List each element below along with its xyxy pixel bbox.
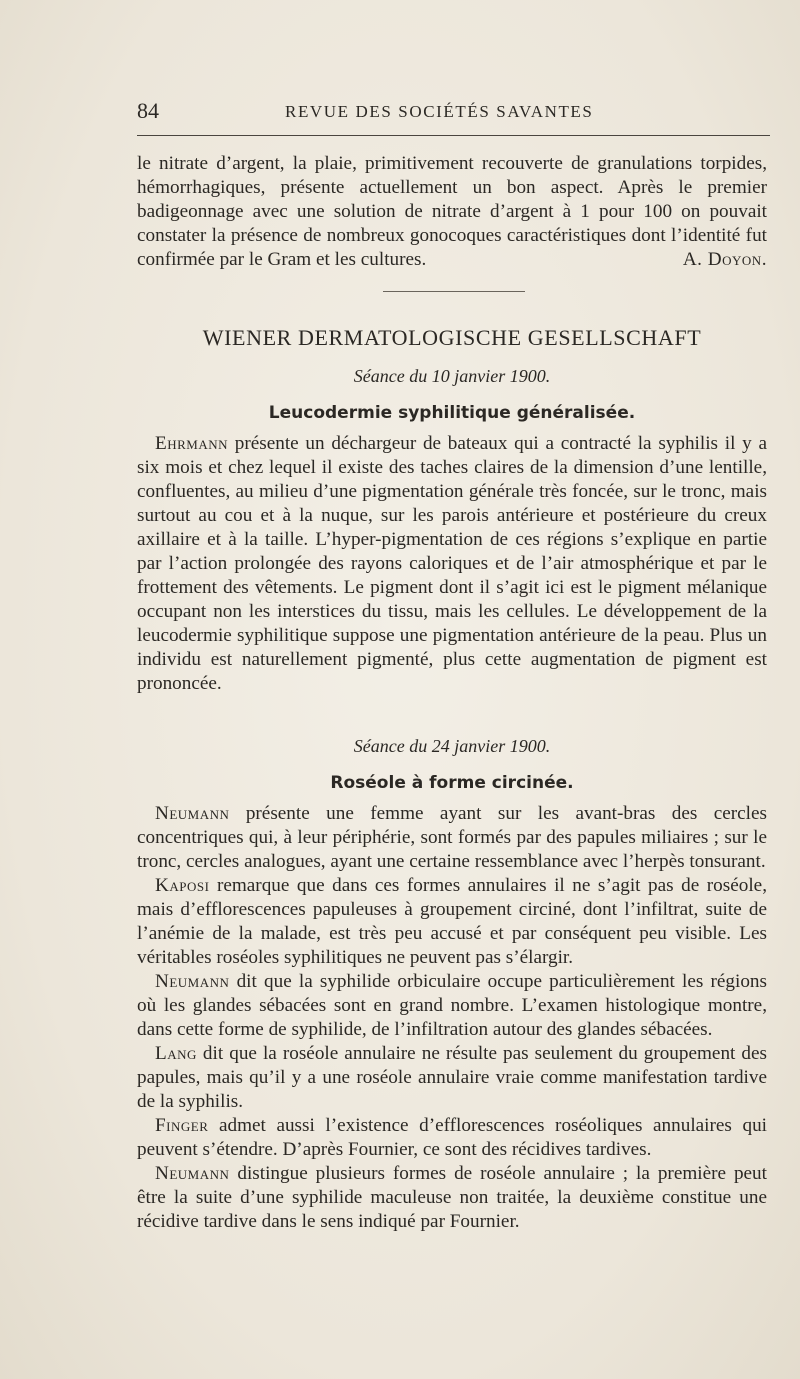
paragraph-text: présente une femme ayant sur les avant-bras des cercles concentriques qui, à leur périphérie, sont formés par des papules miliaires ; sur le tronc, cercles analogues, ayant une certaine ressemblance avec l’herpès tonsurant. xyxy=(137,803,767,872)
paragraph xyxy=(137,1114,767,1162)
paragraph xyxy=(137,1042,767,1114)
running-title: REVUE DES SOCIÉTÉS SAVANTES xyxy=(285,102,594,121)
paragraph xyxy=(137,970,767,1042)
session-date-2: Séance du 24 janvier 1900. xyxy=(353,736,551,756)
section-title-1: Leucodermie syphilitique généralisée. xyxy=(268,403,636,423)
signature: A. Doyon. xyxy=(682,249,767,270)
speaker-name: Finger xyxy=(155,1115,209,1136)
speaker-name: Ehrmann xyxy=(155,433,229,454)
paragraph-text: admet aussi l’existence d’efflorescences roséoliques annulaires qui peuvent s’étendre. D’après Fournier, ce sont des récidives tardives. xyxy=(137,1115,767,1160)
section-title-2: Roséole à forme circinée. xyxy=(330,773,574,793)
session2-body xyxy=(137,802,767,1234)
session-date-1: Séance du 10 janvier 1900. xyxy=(353,366,551,386)
section-divider xyxy=(383,291,525,292)
page-number: 84 xyxy=(137,98,159,123)
speaker-name: Neumann xyxy=(155,1163,230,1184)
paragraph-text: présente un déchargeur de bateaux qui a contracté la syphilis il y a six mois et chez lequel il existe des taches claires de la dimension d’une lentille, confluentes, au milieu d’une pigmentation générale très foncée, sur le tronc, mais surtout au cou et à la nuque, sur les parois antérieure et postérieure du creux axillaire et à la taille. L’hyper-pigmentation de ces régions s’explique en partie par l’action prolongée des rayons caloriques et de l’air atmosphérique et par le frottement des vêtements. Le pigment dont il s’agit ici est le pigment mélanique occupant non les interstices du tissu, mais les cellules. Le développement de la leucodermie syphilitique suppose une pigmentation antérieure de la peau. Plus un individu est naturellement pigmenté, plus cette augmentation de pigment est prononcée. xyxy=(137,433,767,694)
intro-paragraph xyxy=(137,152,767,272)
intro-text: le nitrate d’argent, la plaie, primitivement recouverte de granulations torpides, hémorrhagiques, présente actuellement un bon aspect. Après le premier badigeonnage avec une solution de nitrate d’argent à 1 pour 100 on pouvait constater la présence de nombreux gonocoques caractéristiques dont l’identité fut confirmée par le Gram et les cultures. xyxy=(137,153,767,270)
session1-body xyxy=(137,432,767,696)
page-header xyxy=(137,98,770,128)
paragraph-text: dit que la roséole annulaire ne résulte pas seulement du groupement des papules, mais qu’il y a une roséole annulaire vraie comme manifestation tardive de la syphilis. xyxy=(137,1043,767,1112)
paragraph xyxy=(137,432,767,696)
header-rule xyxy=(137,135,770,136)
speaker-name: Neumann xyxy=(155,803,230,824)
paragraph xyxy=(137,1162,767,1234)
speaker-name: Lang xyxy=(155,1043,197,1064)
paragraph-text: remarque que dans ces formes annulaires il ne s’agit pas de roséole, mais d’efflorescences papuleuses à groupement circiné, dont l’infiltrat, suite de l’anémie de la malade, est très peu accusé et par conséquent peu visible. Les véritables roséoles syphilitiques ne peuvent pas s’élargir. xyxy=(137,875,767,968)
paragraph xyxy=(137,802,767,874)
paragraph-text: dit que la syphilide orbiculaire occupe particulièrement les régions où les glandes sébacées sont en grand nombre. L’examen histologique montre, dans cette forme de syphilide, de l’infiltration autour des glandes sébacées. xyxy=(137,971,767,1040)
paragraph xyxy=(137,874,767,970)
society-heading: WIENER DERMATOLOGISCHE GESELLSCHAFT xyxy=(202,325,702,350)
speaker-name: Neumann xyxy=(155,971,230,992)
paragraph-text: distingue plusieurs formes de roséole annulaire ; la première peut être la suite d’une syphilide maculeuse non traitée, la deuxième constitue une récidive tardive dans le sens indiqué par Fournier. xyxy=(137,1163,767,1232)
speaker-name: Kaposi xyxy=(155,875,210,896)
